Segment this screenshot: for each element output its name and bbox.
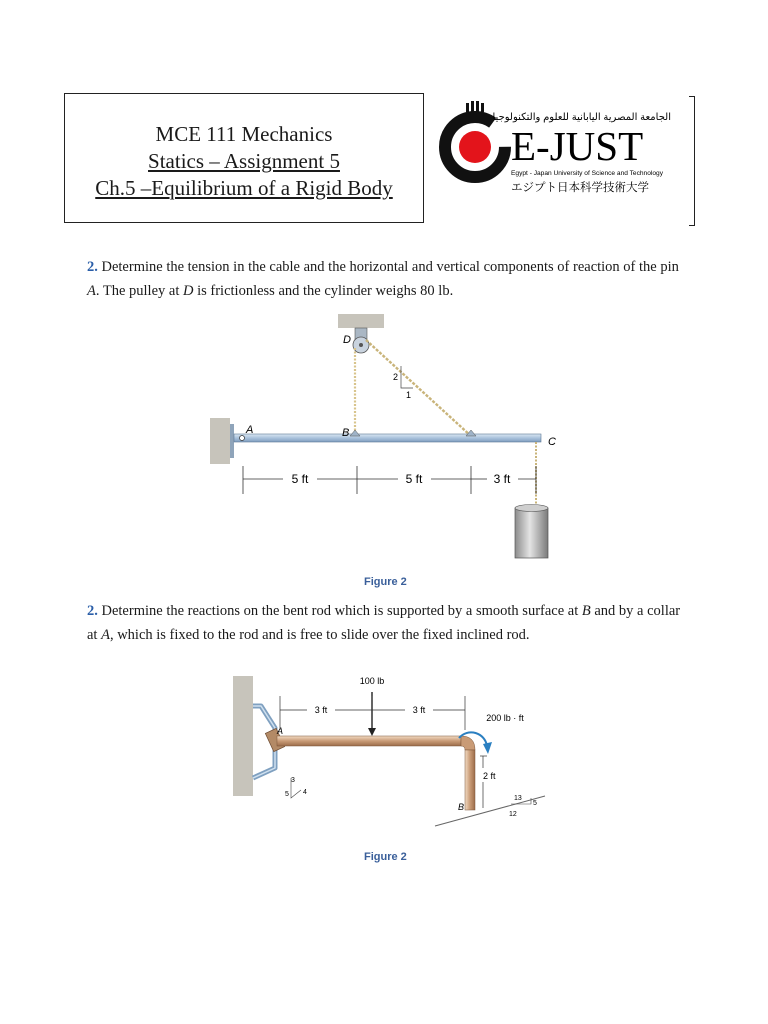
dim-cable-c: 3 ft	[493, 472, 511, 486]
label-a-2: A	[277, 726, 284, 736]
problem-1-statement: 2. Determine the tension in the cable and the horizontal and vertical components of reaction of the pin A. The pulley at D is frictionless and the cylinder weighs 80 lb.	[87, 259, 679, 299]
dimension-line	[243, 466, 536, 494]
logo-name: E-JUST	[511, 123, 644, 169]
problem-1-number: 2.	[87, 259, 98, 275]
course-title-block	[64, 121, 424, 202]
attachment-b	[350, 430, 360, 436]
label-d: D	[343, 334, 351, 346]
smooth-surface	[435, 796, 545, 826]
course-title: MCE 111 Mechanics	[155, 122, 333, 146]
incline-b-rise: 5	[533, 800, 537, 807]
figure-1-caption: Figure 2	[364, 576, 407, 588]
ejust-logo	[438, 95, 678, 205]
dimension-lines-2	[280, 696, 487, 808]
slope-rise: 2	[393, 372, 399, 382]
header-bracket	[689, 96, 695, 226]
logo-japanese: エジプト日本科学技術大学	[511, 182, 649, 194]
dim-height: 2 ft	[483, 771, 496, 781]
label-a: A	[246, 424, 254, 436]
dim-b-cable: 5 ft	[405, 472, 423, 486]
figure-2-diagram	[225, 668, 560, 843]
figure-2-caption: Figure 2	[364, 851, 407, 863]
problem-2-statement: 2. Determine the reactions on the bent rod which is supported by a smooth surface at B and by a collar at A, which is fixed to the rod and is free to slide over the fixed inclined rod.	[87, 603, 681, 643]
wall-support-2	[233, 676, 253, 796]
incline-a-c: 4	[303, 789, 307, 796]
label-b-2: B	[458, 802, 465, 812]
wall-support	[210, 418, 230, 464]
cable-inclined	[366, 340, 471, 436]
label-c: C	[548, 436, 556, 448]
incline-a-a: 3	[291, 777, 295, 784]
slope-run: 1	[406, 390, 412, 400]
incline-b-run: 12	[509, 811, 517, 818]
chapter-title: Ch.5 –Equilibrium of a Rigid Body	[95, 176, 393, 200]
incline-b-hyp: 13	[514, 795, 522, 802]
beam	[234, 434, 541, 442]
bent-rod-vertical	[465, 750, 475, 810]
dim-force-corner: 3 ft	[412, 705, 426, 715]
pin-bracket	[230, 424, 234, 458]
ceiling-support	[338, 314, 384, 328]
dim-a-force: 3 ft	[314, 705, 328, 715]
pin-a	[240, 436, 245, 441]
problem-2-number: 2.	[87, 603, 98, 619]
logo-english: Egypt - Japan University of Science and Technology	[511, 170, 663, 177]
moment-label: 200 lb · ft	[486, 713, 524, 723]
label-b: B	[342, 427, 350, 439]
incline-a-b: 5	[285, 791, 289, 798]
force-label: 100 lb	[359, 676, 385, 686]
bent-rod-horizontal	[277, 736, 461, 746]
logo-arabic: الجامعة المصرية اليابانية للعلوم والتكنولوجيا	[492, 112, 671, 123]
assignment-title: Statics – Assignment 5	[148, 149, 340, 173]
figure-1-diagram	[205, 308, 585, 570]
dim-ab: 5 ft	[291, 472, 309, 486]
cylinder-weight	[515, 508, 548, 558]
